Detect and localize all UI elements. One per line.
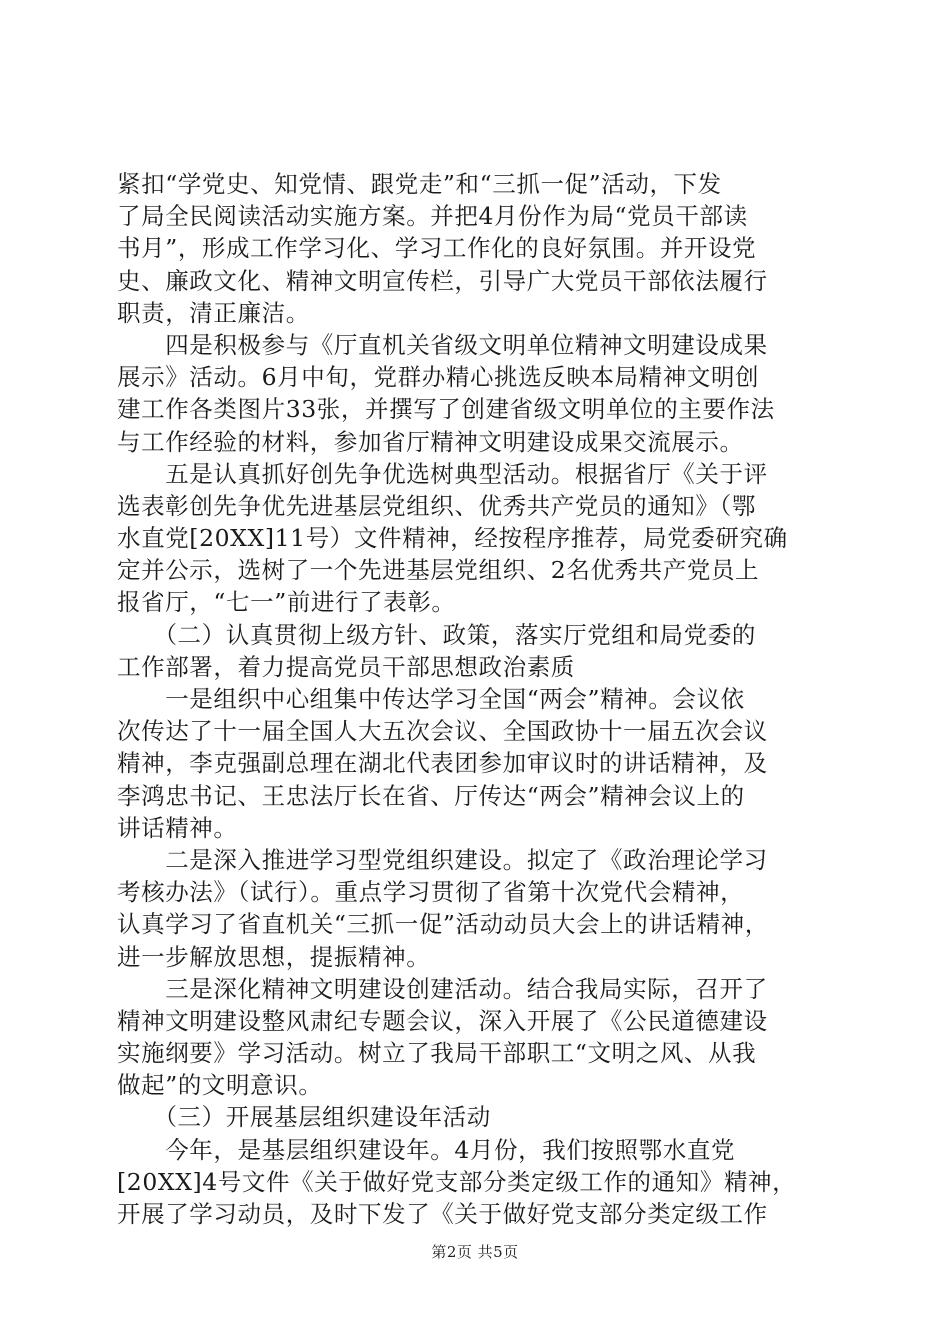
text-line: 次传达了十一届全国人大五次会议、全国政协十一届五次会议: [117, 717, 768, 746]
text-line: 选表彰创先争优先进基层党组织、优秀共产党员的通知》（鄂: [117, 491, 756, 520]
text-line: 建工作各类图片33张，并撰写了创建省级文明单位的主要作法: [117, 395, 775, 424]
text-line: 报省厅，“七一”前进行了表彰。: [117, 588, 456, 617]
text-line: 史、廉政文化、精神文明宣传栏，引导广大党员干部依法履行: [117, 266, 768, 295]
text-line: 水直党[20XX]11号）文件精神，经按程序推荐，局党委研究确: [117, 524, 788, 553]
text-line: 做起”的文明意识。: [117, 1071, 323, 1100]
text-line: [20XX]4号文件《关于做好党支部分类定级工作的通知》精神，: [117, 1167, 797, 1196]
text-line: 展示》活动。6月中旬，党群办精心挑选反映本局精神文明创: [117, 363, 760, 392]
section-heading-line: （二）认真贯彻上级方针、政策，落实厅党组和局党委的: [117, 620, 756, 649]
text-line: 考核办法》（试行）。重点学习贯彻了省第十次党代会精神，: [117, 878, 745, 907]
document-body: [117, 168, 837, 1230]
text-line: 三是深化精神文明建设创建活动。结合我局实际，召开了: [117, 974, 768, 1003]
text-line: 四是积极参与《厅直机关省级文明单位精神文明建设成果: [117, 330, 768, 359]
text-line: 了局全民阅读活动实施方案。并把4月份作为局“党员干部读: [117, 202, 748, 231]
text-line: 书月”，形成工作学习化、学习工作化的良好氛围。并开设党: [117, 234, 757, 263]
text-line: 进一步解放思想，提振精神。: [117, 942, 431, 971]
text-line: 开展了学习动员，及时下发了《关于做好党支部分类定级工作: [117, 1200, 768, 1228]
text-line: 职责，清正廉洁。: [117, 298, 310, 327]
text-line: 认真学习了省直机关“三抓一促”活动动员大会上的讲话精神，: [117, 910, 769, 939]
section-heading-line: 工作部署，着力提高党员干部思想政治素质: [117, 652, 575, 681]
text-line: 五是认真抓好创先争优选树典型活动。根据省厅《关于评: [117, 459, 768, 488]
text-line: 实施纲要》学习活动。树立了我局干部职工“文明之风、从我: [117, 1039, 757, 1068]
text-line: 讲话精神。: [117, 813, 238, 842]
page-number-footer: 第2页 共5页: [431, 1243, 519, 1261]
text-line: 精神，李克强副总理在湖北代表团参加审议时的讲话精神，及: [117, 749, 768, 778]
section-heading-line: （三）开展基层组织建设年活动: [117, 1103, 491, 1132]
text-line: 与工作经验的材料，参加省厅精神文明建设成果交流展示。: [117, 427, 744, 456]
text-line: 二是深入推进学习型党组织建设。拟定了《政治理论学习: [117, 845, 768, 874]
text-line: 一是组织中心组集中传达学习全国“两会”精神。会议依: [117, 685, 745, 713]
text-line: 定并公示，选树了一个先进基层党组织、2名优秀共产党员上: [117, 556, 760, 585]
text-line: 今年，是基层组织建设年。4月份，我们按照鄂水直党: [117, 1135, 736, 1164]
text-line: 李鸿忠书记、王忠法厅长在省、厅传达“两会”精神会议上的: [117, 781, 745, 810]
text-line: 精神文明建设整风肃纪专题会议，深入开展了《公民道德建设: [117, 1006, 768, 1035]
text-line: 紧扣“学党史、知党情、跟党走”和“三抓一促”活动，下发: [117, 170, 722, 198]
